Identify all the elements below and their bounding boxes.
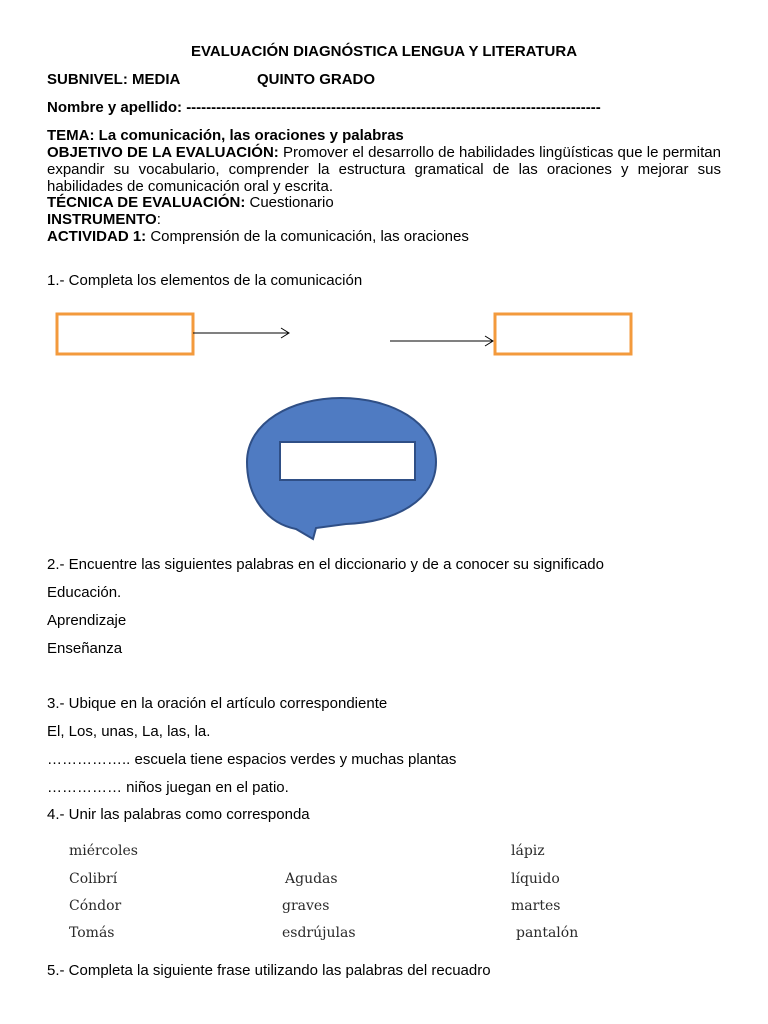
nombre-field[interactable]: Nombre y apellido: ----------------------------------------------------------------------------------- bbox=[47, 99, 601, 116]
word-tomas: Tomás bbox=[69, 925, 115, 941]
actividad-line: ACTIVIDAD 1: Comprensión de la comunicación, las oraciones bbox=[47, 228, 469, 245]
word-graves: graves bbox=[282, 898, 330, 914]
tecnica-line: TÉCNICA DE EVALUACIÓN: Cuestionario bbox=[47, 194, 334, 211]
word-esdrujulas: esdrújulas bbox=[282, 925, 356, 941]
word-colibri: Colibrí bbox=[69, 871, 118, 887]
sentence-1: …………….. escuela tiene espacios verdes y muchas plantas bbox=[47, 751, 457, 768]
instrumento-line: INSTRUMENTO: bbox=[47, 211, 161, 228]
word-lapiz: lápiz bbox=[511, 843, 545, 859]
word-liquido: líquido bbox=[511, 871, 560, 887]
word-miercoles: miércoles bbox=[69, 843, 138, 859]
word-condor: Cóndor bbox=[69, 898, 122, 914]
word-pantalon: pantalón bbox=[516, 925, 579, 941]
question-5: 5.- Completa la siguiente frase utilizando las palabras del recuadro bbox=[47, 962, 491, 979]
page-title: EVALUACIÓN DIAGNÓSTICA LENGUA Y LITERATURA bbox=[190, 43, 578, 60]
article-options: El, Los, unas, La, las, la. bbox=[47, 723, 211, 740]
emisor-box[interactable] bbox=[57, 314, 193, 354]
word-agudas: Agudas bbox=[285, 871, 338, 887]
question-4: 4.- Unir las palabras como corresponda bbox=[47, 806, 310, 823]
tema-line: TEMA: La comunicación, las oraciones y palabras bbox=[47, 127, 404, 144]
sentence-2: …………… niños juegan en el patio. bbox=[47, 779, 289, 796]
word-aprendizaje: Aprendizaje bbox=[47, 612, 127, 629]
communication-diagram bbox=[0, 300, 768, 545]
question-3: 3.- Ubique en la oración el artículo correspondiente bbox=[47, 695, 388, 712]
question-2: 2.- Encuentre las siguientes palabras en el diccionario y de a conocer su significado bbox=[47, 556, 604, 573]
subnivel-label: SUBNIVEL: MEDIA bbox=[47, 71, 181, 88]
word-educacion: Educación. bbox=[47, 584, 122, 601]
objetivo-paragraph: OBJETIVO DE LA EVALUACIÓN: Promover el desarrollo de habilidades lingüísticas que le permitan expandir su vocabulario, comprender la estructura gramatical de las oraciones y mejorar sus habilidades de comunicación oral y escrita. bbox=[47, 144, 721, 195]
question-1: 1.- Completa los elementos de la comunicación bbox=[47, 272, 363, 289]
word-ensenanza: Enseñanza bbox=[47, 640, 123, 657]
receptor-box[interactable] bbox=[495, 314, 631, 354]
grado-label: QUINTO GRADO bbox=[257, 71, 376, 88]
word-martes: martes bbox=[511, 898, 561, 914]
mensaje-box[interactable] bbox=[280, 442, 415, 480]
